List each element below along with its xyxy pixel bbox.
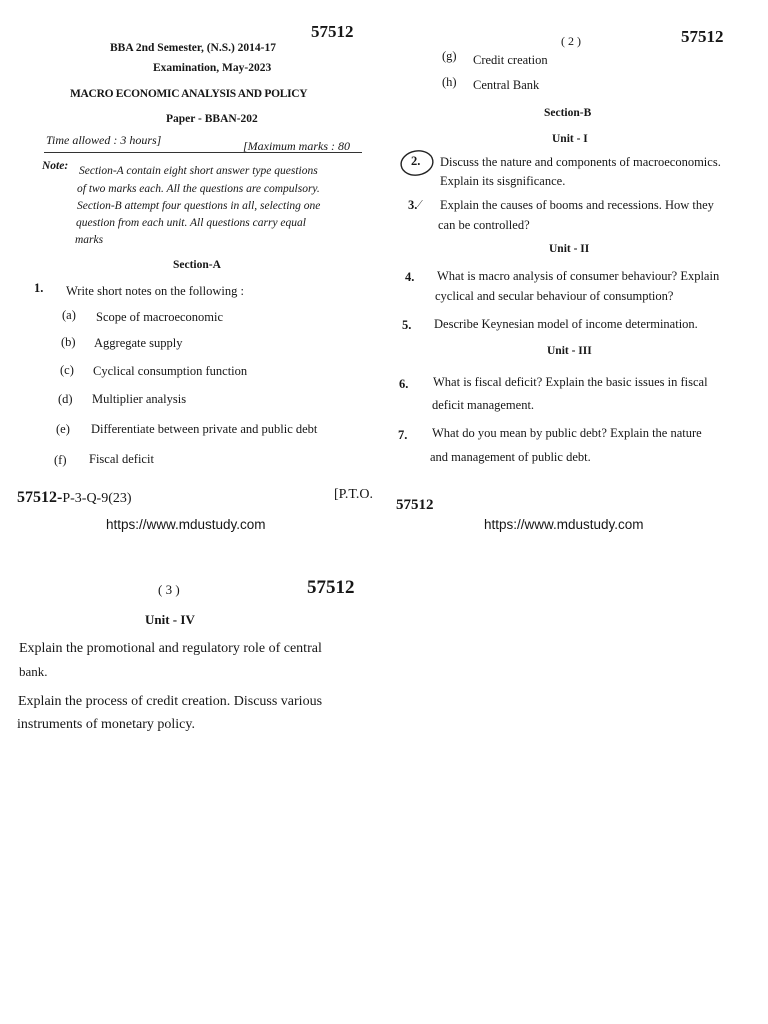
question-8-line-2: bank.: [19, 664, 48, 679]
pen-tick-mark: ⁄: [419, 198, 421, 210]
page1-footer-code: [17, 489, 132, 507]
question-4-line-1: What is macro analysis of consumer behaviour? Explain: [437, 269, 720, 283]
question-9-line-1: Explain the process of credit creation. Discuss various: [18, 694, 323, 709]
question-6-line-2: deficit management.: [432, 398, 535, 412]
question-5-text: Describe Keynesian model of income determination.: [434, 317, 698, 331]
item-h-text: Central Bank: [473, 78, 540, 92]
question-2-line-1: Discuss the nature and components of macroeconomics.: [440, 155, 721, 169]
question-7-line-1: What do you mean by public debt? Explain the nature: [432, 426, 702, 440]
unit-2-heading: Unit - II: [549, 243, 590, 255]
exam-line: Examination, May-2023: [153, 62, 272, 74]
item-d-text: Multiplier analysis: [92, 392, 187, 406]
page1-url: https://www.mdustudy.com: [106, 517, 266, 532]
page2-url: https://www.mdustudy.com: [484, 517, 644, 532]
item-c-label: (c): [60, 363, 74, 377]
question-6-number: 6.: [399, 377, 409, 391]
section-b-heading: Section-B: [544, 107, 592, 119]
question-7-line-2: and management of public debt.: [430, 450, 591, 464]
unit-1-heading: Unit - I: [552, 133, 588, 145]
item-b-text: Aggregate supply: [94, 336, 183, 350]
question-3-line-2: can be controlled?: [438, 218, 530, 232]
question-7-number: 7.: [398, 428, 408, 442]
question-8-line-1: Explain the promotional and regulatory role of central: [19, 641, 322, 656]
paper-number: Paper - BBAN-202: [166, 113, 258, 125]
item-g-text: Credit creation: [473, 53, 548, 67]
course-line: BBA 2nd Semester, (N.S.) 2014-17: [110, 42, 277, 54]
page2-code: 57512: [681, 27, 724, 46]
item-c-text: Cyclical consumption function: [93, 364, 248, 378]
note-label: Note:: [42, 160, 69, 172]
unit-3-heading: Unit - III: [547, 345, 592, 357]
question-2-number: 2.: [411, 154, 421, 168]
note-line-5: marks: [75, 234, 104, 246]
item-a-label: (a): [62, 308, 76, 322]
note-line-3: Section-B attempt four questions in all, selecting one: [77, 200, 321, 212]
question-3-number: 3.: [408, 198, 418, 212]
item-f-label: (f): [54, 453, 67, 467]
item-f-text: Fiscal deficit: [89, 452, 154, 466]
question-4-number: 4.: [405, 270, 415, 284]
question-6-line-1: What is fiscal deficit? Explain the basic issues in fiscal: [433, 375, 708, 389]
question-9-line-2: instruments of monetary policy.: [17, 717, 195, 732]
question-4-line-2: cyclical and secular behaviour of consumption?: [435, 289, 674, 303]
section-a-heading: Section-A: [173, 259, 221, 271]
pto-marker: [P.T.O.: [334, 487, 374, 502]
item-h-label: (h): [442, 75, 457, 89]
item-b-label: (b): [61, 335, 76, 349]
page3-number: ( 3 ): [158, 582, 180, 597]
header-rule: [44, 152, 362, 153]
item-g-label: (g): [442, 49, 457, 63]
question-3-line-1: Explain the causes of booms and recessions. How they: [440, 198, 714, 212]
page2-footer-code: 57512: [396, 497, 434, 513]
page2-number: ( 2 ): [561, 34, 581, 48]
item-a-text: Scope of macroeconomic: [96, 310, 224, 324]
footer-code-number: 57512-: [17, 489, 63, 506]
question-2-line-2: Explain its sisgnificance.: [440, 174, 566, 188]
paper-code: 57512: [311, 22, 354, 41]
paper-title: MACRO ECONOMIC ANALYSIS AND POLICY: [70, 88, 308, 100]
item-e-label: (e): [56, 422, 70, 436]
item-d-label: (d): [58, 392, 73, 406]
question-1-text: Write short notes on the following :: [66, 284, 244, 298]
page3-code: 57512: [307, 577, 355, 598]
footer-code-suffix: P-3-Q-9(23): [62, 491, 132, 506]
maximum-marks: [Maximum marks : 80: [243, 139, 350, 153]
question-1-number: 1.: [34, 281, 44, 295]
unit-4-heading: Unit - IV: [145, 612, 195, 627]
time-allowed: Time allowed : 3 hours]: [46, 133, 162, 147]
note-line-2: of two marks each. All the questions are compulsory.: [77, 183, 320, 195]
item-e-text: Differentiate between private and public debt: [91, 422, 318, 436]
note-line-1: Section-A contain eight short answer type questions: [79, 165, 318, 177]
question-5-number: 5.: [402, 318, 412, 332]
note-line-4: question from each unit. All questions carry equal: [76, 217, 306, 229]
